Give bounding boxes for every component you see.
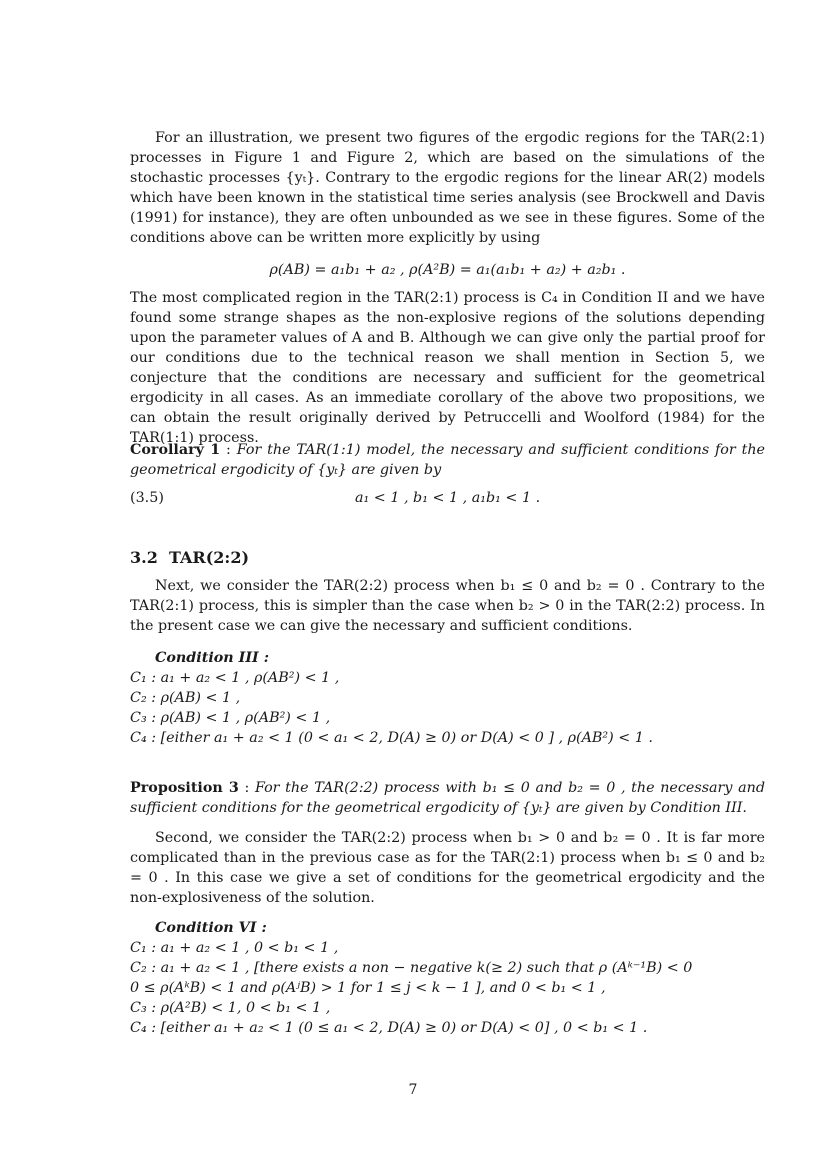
condition-vi-c4: C₄ : [either a₁ + a₂ < 1 (0 ≤ a₁ < 2, D(A) ≥ 0) or D(A) < 0] , 0 < b₁ < 1 . [130, 1020, 648, 1036]
condition-iii-title: Condition III : [155, 650, 269, 666]
condition-vi-c2-cont: 0 ≤ ρ(AᵏB) < 1 and ρ(AʲB) > 1 for 1 ≤ j < k − 1 ], and 0 < b₁ < 1 , [130, 980, 606, 996]
section-heading [130, 548, 249, 567]
proposition-3 [130, 778, 765, 818]
paragraph-illustration: For an illustration, we present two figures of the ergodic regions for the TAR(2:1) processes in Figure 1 and Figure 2, which are based on the simulations of the stochastic processes {yₜ}. Contrary to the ergodic regions for the linear AR(2) models which have been known in the statistical time series analysis (see Brockwell and Davis (1991) for instance), they are often unbounded as we see in these figures. Some of the conditions above can be written more explicitly by using [130, 130, 765, 246]
proposition-sep: : [238, 780, 255, 796]
proposition-label: Proposition 3 [130, 780, 239, 796]
condition-vi-c1: C₁ : a₁ + a₂ < 1 , 0 < b₁ < 1 , [130, 940, 339, 956]
condition-iii-c1: C₁ : a₁ + a₂ < 1 , ρ(AB²) < 1 , [130, 670, 340, 686]
equation-rho: ρ(AB) = a₁b₁ + a₂ , ρ(A²B) = a₁(a₁b₁ + a₂) + a₂b₁ . [269, 262, 626, 278]
paragraph-complicated-region: The most complicated region in the TAR(2:1) process is C₄ in Condition II and we have found some strange shapes as the non-explosive regions of the solutions depending upon the parameter values of A and B. Although we can give only the partial proof for our conditions due to the technical reason we shall mention in Section 5, we conjecture that the conditions are necessary and sufficient for the geometrical ergodicity in all cases. As an immediate corollary of the above two propositions, we can obtain the result originally derived by Petruccelli and Woolford (1984) for the TAR(1:1) process. [130, 290, 765, 446]
corollary-1 [130, 440, 765, 480]
proposition-text: For the TAR(2:2) process with b₁ ≤ 0 and b₂ = 0 , the necessary and sufficient conditions for the geometrical ergodicity of {yₜ} are given by Condition III. [130, 780, 765, 816]
condition-iii-c4: C₄ : [either a₁ + a₂ < 1 (0 < a₁ < 2, D(A) ≥ 0) or D(A) < 0 ] , ρ(AB²) < 1 . [130, 730, 653, 746]
equation-number: (3.5) [130, 490, 164, 506]
paragraph-tar22: Next, we consider the TAR(2:2) process when b₁ ≤ 0 and b₂ = 0 . Contrary to the TAR(2:1) process, this is simpler than the case when b₂ > 0 in the TAR(2:2) process. In the present case we can give the necessary and sufficient conditions. [130, 578, 765, 634]
condition-iii-c3: C₃ : ρ(AB) < 1 , ρ(AB²) < 1 , [130, 710, 331, 726]
corollary-sep: : [220, 442, 237, 458]
corollary-text: For the TAR(1:1) model, the necessary and sufficient conditions for the geometrical ergodicity of {yₜ} are given by [130, 442, 766, 478]
condition-vi-title: Condition VI : [155, 920, 267, 936]
corollary-label: Corollary 1 [130, 442, 221, 458]
condition-iii-c2: C₂ : ρ(AB) < 1 , [130, 690, 241, 706]
condition-vi-c3: C₃ : ρ(A²B) < 1, 0 < b₁ < 1 , [130, 1000, 331, 1016]
condition-vi-c2: C₂ : a₁ + a₂ < 1 , [there exists a non − negative k(≥ 2) such that ρ (Aᵏ⁻¹B) < 0 [130, 960, 693, 976]
section-title: TAR(2:2) [168, 548, 250, 567]
equation-3-5 [130, 490, 765, 506]
section-number: 3.2 [130, 548, 158, 567]
paragraph-second-case: Second, we consider the TAR(2:2) process when b₁ > 0 and b₂ = 0 . It is far more complicated than in the previous case as for the TAR(2:1) process when b₁ ≤ 0 and b₂ = 0 . In this case we give a set of conditions for the geometrical ergodicity and the non-explosiveness of the solution. [130, 830, 765, 906]
page-number: 7 [408, 1082, 418, 1098]
equation-formula: a₁ < 1 , b₁ < 1 , a₁b₁ < 1 . [355, 490, 541, 506]
